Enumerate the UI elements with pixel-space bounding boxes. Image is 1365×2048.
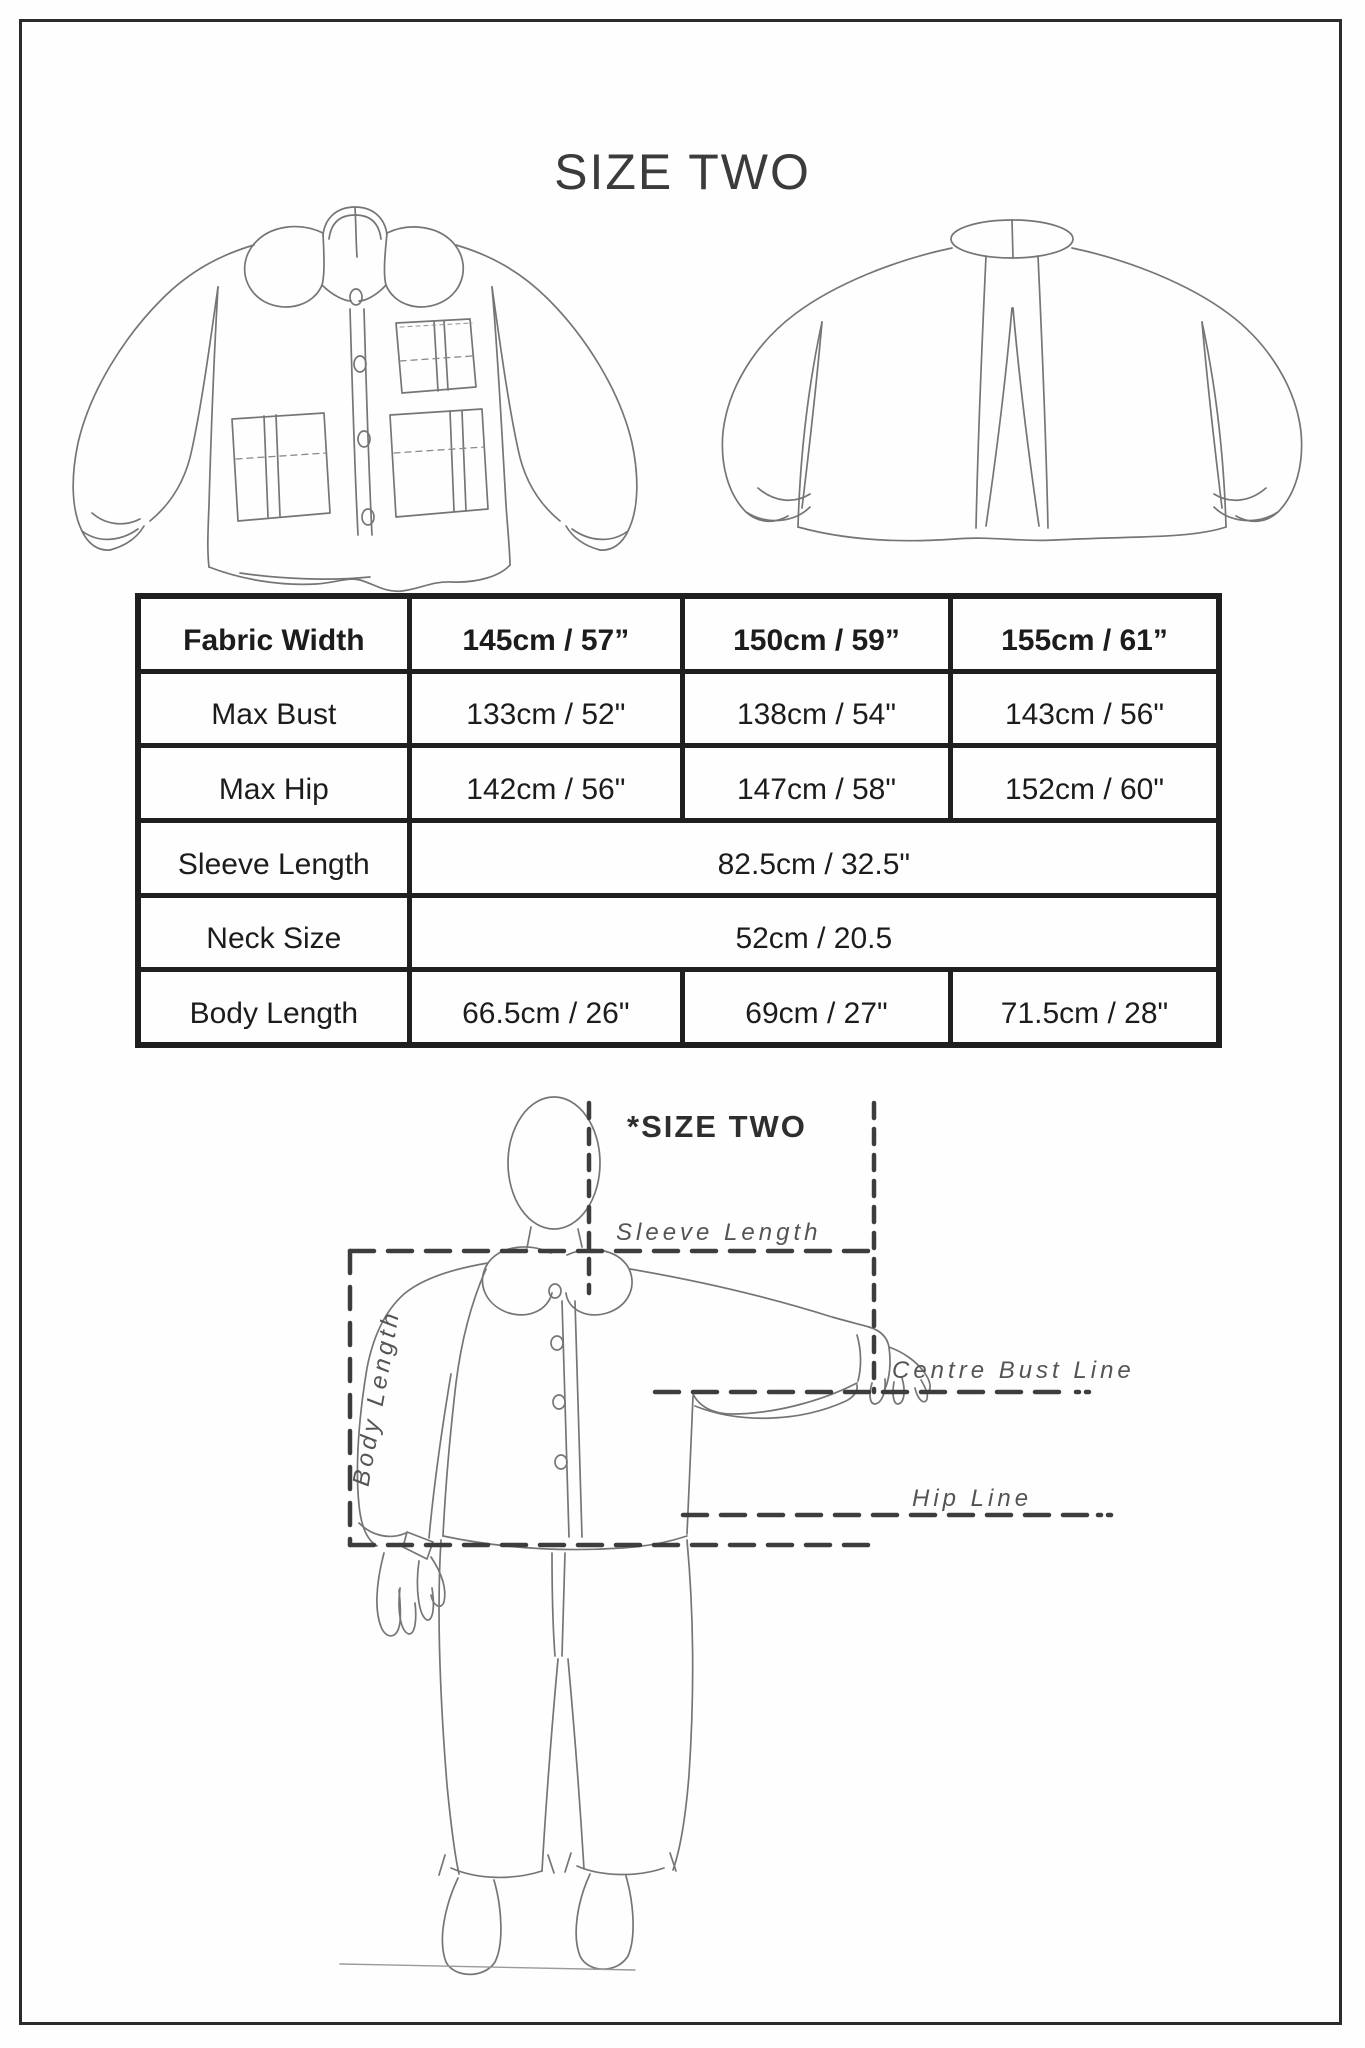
back-cuff-left-gather xyxy=(758,488,810,500)
max-bust-value-2: 138cm / 54" xyxy=(685,674,948,744)
front-sleeve-right-inner xyxy=(492,287,560,521)
front-body-right xyxy=(492,287,510,565)
figure-trouser-center xyxy=(552,1553,565,1656)
back-neckband-centerline xyxy=(1012,220,1013,258)
figure-neck xyxy=(527,1227,582,1248)
back-sleeve-left-outer xyxy=(722,248,952,521)
figure-hand-left-finger2 xyxy=(417,1561,433,1620)
front-cuff-left-gather xyxy=(92,513,140,524)
front-pocket-right-divider xyxy=(450,411,466,511)
centre-bust-line-label: Centre Bust Line xyxy=(892,1357,1135,1384)
table-header-col3: 155cm / 61” xyxy=(953,599,1216,669)
figure-placket xyxy=(562,1301,582,1537)
figure-foot-right xyxy=(576,1874,633,1969)
front-sleeve-right-outer xyxy=(456,245,637,550)
front-sleeve-left-outer xyxy=(73,245,254,550)
table-header-label: Fabric Width xyxy=(141,599,407,669)
figure-hand-left-palm xyxy=(377,1553,401,1636)
back-pleat-right xyxy=(1013,308,1039,526)
front-collar-right xyxy=(384,227,463,307)
front-pocket-right-stitch xyxy=(394,447,484,453)
front-pocket-left-stitch xyxy=(236,453,326,459)
front-neckline-left xyxy=(322,285,351,301)
size-chart-table xyxy=(135,593,1222,1048)
figure-button-3 xyxy=(553,1395,565,1409)
hip-line-label: Hip Line xyxy=(912,1485,1033,1512)
back-pleat-left xyxy=(986,308,1012,526)
row-label-max-bust: Max Bust xyxy=(141,674,407,744)
figure-button-1 xyxy=(549,1284,561,1298)
figure-button-2 xyxy=(551,1336,563,1350)
figure-ankle-flares xyxy=(439,1853,676,1875)
back-sleeve-right-inner xyxy=(1202,322,1222,508)
back-sleeve-right-outer xyxy=(1072,248,1302,521)
diagram-size-label: *SIZE TWO xyxy=(627,1109,807,1144)
row-label-sleeve-length: Sleeve Length xyxy=(141,823,407,893)
back-seam-right xyxy=(1038,256,1048,528)
figure-trouser-left-inner xyxy=(542,1659,558,1871)
front-neckline-right xyxy=(359,285,386,301)
max-bust-value-1: 133cm / 52" xyxy=(412,674,680,744)
figure-sleeve-right-top xyxy=(630,1269,869,1327)
figure-trouser-left-outer xyxy=(439,1540,459,1874)
front-pocket-right xyxy=(390,409,488,517)
front-cuff-right xyxy=(572,529,628,539)
front-chest-pocket-divider xyxy=(434,321,448,391)
front-chest-pocket-topstitch xyxy=(400,323,472,327)
front-pocket-left-divider xyxy=(264,415,280,517)
row-label-neck-size: Neck Size xyxy=(141,898,407,968)
jacket-back-illustration xyxy=(710,212,1340,562)
figure-cuff-right-inner xyxy=(857,1335,861,1381)
front-pocket-left xyxy=(232,413,330,521)
figure-collar-left xyxy=(482,1247,552,1315)
table-header-col2: 150cm / 59” xyxy=(685,599,948,669)
front-button-2 xyxy=(354,356,366,372)
figure-ankle-left xyxy=(451,1868,542,1877)
figure-trouser-right-inner xyxy=(568,1659,584,1869)
body-length-value-3: 71.5cm / 28" xyxy=(953,972,1216,1042)
page-title: SIZE TWO xyxy=(554,144,811,200)
figure-hand-left-finger1 xyxy=(399,1588,416,1634)
figure-button-4 xyxy=(555,1455,567,1469)
front-placket-left xyxy=(350,309,358,535)
neck-size-value: 52cm / 20.5 xyxy=(412,898,1216,968)
sleeve-length-label: Sleeve Length xyxy=(616,1219,822,1246)
row-label-body-length: Body Length xyxy=(141,972,407,1042)
table-header-col1: 145cm / 57” xyxy=(412,599,680,669)
front-body-left xyxy=(208,287,218,567)
front-sleeve-left-inner xyxy=(150,287,218,521)
body-length-value-1: 66.5cm / 26" xyxy=(412,972,680,1042)
sleeve-length-value: 82.5cm / 32.5" xyxy=(412,823,1216,893)
max-bust-value-3: 143cm / 56" xyxy=(953,674,1216,744)
front-collar-left xyxy=(245,227,324,307)
body-length-label: Body Length xyxy=(347,1307,406,1489)
front-hem-inner xyxy=(240,573,370,579)
figure-foot-left xyxy=(442,1878,501,1974)
back-cuff-right-gather xyxy=(1214,488,1266,500)
max-hip-value-1: 142cm / 56" xyxy=(412,748,680,818)
jacket-front-illustration xyxy=(40,195,690,595)
figure-trouser-right-outer xyxy=(673,1540,693,1870)
back-sleeve-left-inner xyxy=(802,322,822,508)
body-length-value-2: 69cm / 27" xyxy=(685,972,948,1042)
front-placket-right xyxy=(364,309,372,535)
back-seam-left xyxy=(976,256,986,528)
figure-sleeve-right-under xyxy=(693,1383,857,1414)
max-hip-value-2: 147cm / 58" xyxy=(685,748,948,818)
figure-body-left xyxy=(443,1269,486,1536)
max-hip-value-3: 152cm / 60" xyxy=(953,748,1216,818)
front-cuff-left xyxy=(82,529,138,539)
row-label-max-hip: Max Hip xyxy=(141,748,407,818)
figure-head xyxy=(508,1097,600,1229)
back-hem xyxy=(798,527,1226,541)
front-button-1 xyxy=(350,289,362,305)
